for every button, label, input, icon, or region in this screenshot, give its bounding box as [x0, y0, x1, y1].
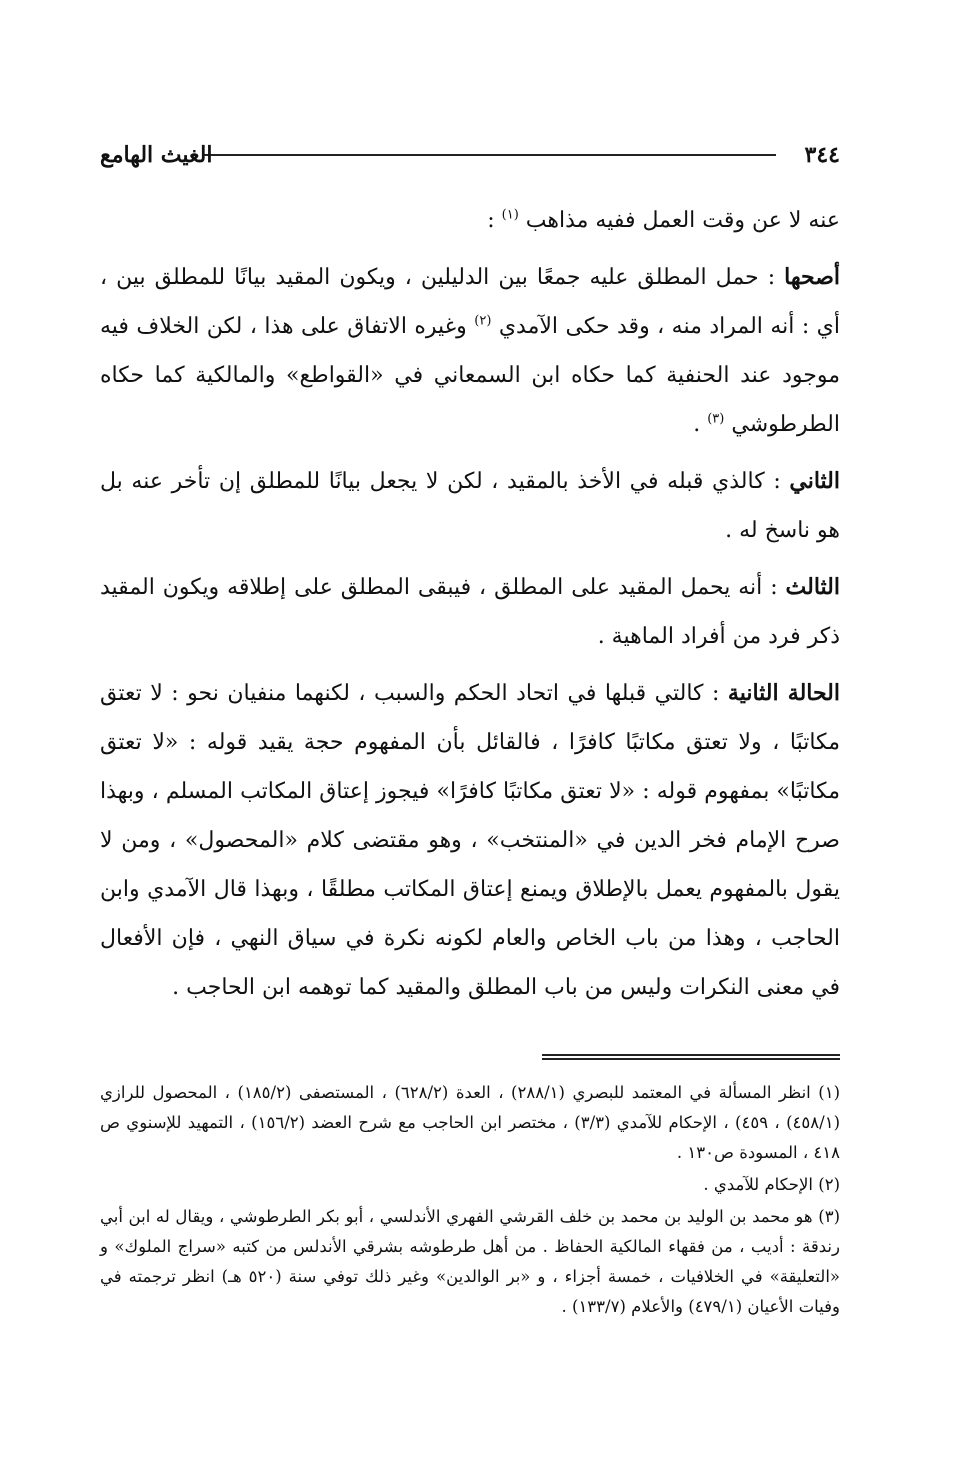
paragraph-text: : كالتي قبلها في اتحاد الحكم والسبب ، لكنهما منفيان نحو : لا تعتق مكاتبًا ، ولا تعتق مكاتبًا كافرًا ، فالقائل بأن المفهوم حجة يقيد قوله : «لا تعتق مكاتبًا» بمفهوم قوله : «لا تعتق مكاتبًا كافرًا» فيجوز إعتاق المكاتب المسلم ، وبهذا صرح الإمام فخر الدين في «المنتخب» ، وهو مقتضى كلام «المحصول» ، ومن لا يقول بالمفهوم يعمل بالإطلاق ويمنع إعتاق المكاتب مطلقًا ، وبهذا قال الآمدي وابن الحاجب ، وهذا من باب الخاص والعام لكونه نكرة في سياق النهي ، فإن الأفعال في معنى النكرات وليس من باب المطلق والمقيد كما توهمه ابن الحاجب .: [100, 681, 840, 1000]
footnote-3: (٣) هو محمد بن الوليد بن محمد بن خلف القرشي الفهري الأندلسي ، أبو بكر الطرطوشي ، ويقال له ابن أبي رندقة : أديب ، من فقهاء المالكية الحفاظ . من أهل طرطوشه بشرقي الأندلس من كتبه «سراج الملوك» و «التعليقة» في الخلافيات ، خمسة أجزاء ، و «بر الوالدين» وغير ذلك توفي سنة (٥٢٠ هـ) انظر ترجمته في وفيات الأعيان (٤٧٩/١) والأعلام (١٣٣/٧) .: [100, 1207, 840, 1316]
page-header: [100, 140, 840, 174]
main-text: [100, 196, 840, 1020]
footnote-separator: [542, 1054, 840, 1060]
paragraph-second-case: [100, 669, 840, 1012]
footnote-ref: (٣): [707, 411, 725, 427]
paragraph-text: :: [487, 208, 502, 233]
footnote-1: (١) انظر المسألة في المعتمد للبصري (٢٨٨/١) ، العدة (٦٢٨/٢) ، المستصفى (١٨٥/٢) ، المحصول للرازي (٤٥٨/١) ، ٤٥٩) ، الإحكام للآمدي (٣/٣) ، مختصر ابن الحاجب مع شرح العضد (١٥٦/٢) ، التمهيد للإسنوي ص ٤١٨ ، المسودة ص١٣٠ .: [100, 1083, 840, 1162]
paragraph-heading: أصحها: [784, 264, 840, 290]
paragraph-first-opinion: [100, 253, 840, 449]
footnotes: [100, 1078, 840, 1324]
paragraph-heading: الثالث: [785, 574, 840, 600]
header-rule: [202, 154, 776, 156]
paragraph-continuation: [100, 196, 840, 245]
footnote-2: (٢) الإحكام للآمدي .: [703, 1175, 840, 1194]
page-number: ٣٤٤: [804, 142, 840, 168]
footnote-ref: (٢): [474, 313, 492, 329]
paragraph-text: .: [693, 412, 708, 437]
paragraph-heading: الثاني: [789, 468, 840, 494]
paragraph-text: : كالذي قبله في الأخذ بالمقيد ، لكن لا يجعل بيانًا للمطلق إن تأخر عنه بل هو ناسخ له .: [100, 469, 840, 543]
paragraph-third-opinion: [100, 563, 840, 661]
paragraph-text: وغيره الاتفاق على هذا ، لكن الخلاف فيه موجود عند الحنفية كما حكاه ابن السمعاني في «القواطع» والمالكية كما حكاه الطرطوشي: [100, 314, 840, 437]
footnote-ref: (١): [501, 207, 519, 223]
paragraph-second-opinion: [100, 457, 840, 555]
paragraph-text: : حمل المطلق عليه جمعًا بين الدليلين ، ويكون المقيد بيانًا للمطلق بين ، أي : أنه المراد منه ، وقد حكى الآمدي: [100, 265, 841, 339]
running-title: الغيث الهامع: [100, 142, 213, 168]
paragraph-heading: الحالة الثانية: [727, 680, 840, 706]
paragraph-text: عنه لا عن وقت العمل ففيه مذاهب: [525, 208, 840, 233]
paragraph-text: : أنه يحمل المقيد على المطلق ، فيبقى المطلق على إطلاقه ويكون المقيد ذكر فرد من أفراد الماهية .: [100, 575, 840, 649]
